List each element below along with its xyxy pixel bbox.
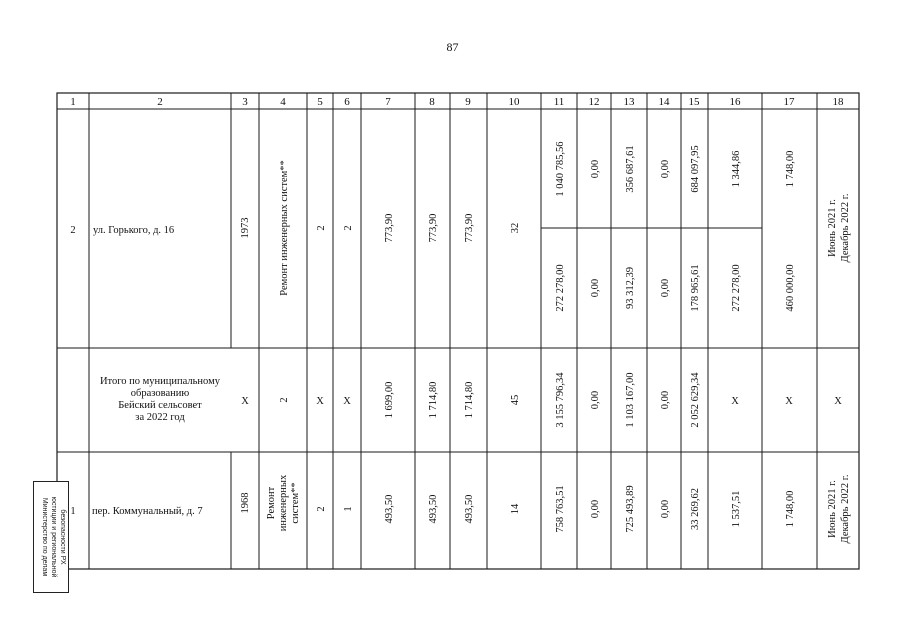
table-row-gorkogo (70, 141, 851, 311)
header-cell: 10 (508, 96, 520, 108)
col18-line2-cell: Декабрь 2022 г. (840, 193, 851, 263)
total-col15: 2 052 629,34 (690, 372, 701, 428)
address-cell: пер. Коммунальный, д. 7 (92, 506, 203, 517)
row-number: 2 (70, 225, 76, 236)
total-col10: 45 (510, 394, 521, 406)
col14-bottom-cell: 0,00 (660, 278, 671, 298)
page-number: 87 (446, 40, 459, 54)
col11-cell: 758 763,51 (555, 485, 566, 533)
stamp-line2: юстиции и региональной (50, 496, 57, 578)
col15-bottom-cell: 178 965,61 (690, 264, 701, 312)
col5-cell: 2 (316, 506, 327, 512)
header-cell: 3 (242, 96, 248, 108)
col13-bottom-cell: 93 312,39 (625, 267, 636, 309)
col18-line1-cell: Июнь 2021 г. (827, 199, 838, 257)
header-cell: 12 (588, 96, 600, 108)
col17-bottom-cell: 460 000,00 (785, 264, 796, 312)
stamp-line3: безопасности РХ (59, 509, 66, 565)
col12-bottom-cell: 0,00 (590, 278, 601, 298)
header-cell: 18 (832, 96, 844, 108)
header-cell: 1 (70, 96, 76, 108)
total-col12: 0,00 (590, 390, 601, 410)
table-row-total (100, 372, 842, 428)
total-col17: X (785, 396, 793, 407)
total-col7: 1 699,00 (384, 381, 395, 419)
row-number: 1 (70, 506, 76, 517)
col5-cell: 2 (316, 225, 327, 231)
header-cell: 9 (465, 96, 471, 108)
col8-cell: 773,90 (428, 213, 439, 243)
total-col11: 3 155 796,34 (555, 372, 566, 428)
address-cell: ул. Горького, д. 16 (93, 225, 175, 236)
col14-cell: 0,00 (660, 499, 671, 519)
col13-cell: 725 493,89 (625, 485, 636, 533)
header-cell: 11 (553, 96, 565, 108)
header-cell: 6 (344, 96, 350, 108)
col18-line2-cell: Декабрь 2022 г. (840, 474, 851, 544)
total-col14: 0,00 (660, 390, 671, 410)
col7-cell: 773,90 (384, 213, 395, 243)
col6-cell: 1 (343, 506, 354, 512)
registration-stamp (33, 481, 69, 593)
total-label-line4: за 2022 год (135, 412, 185, 423)
col10-cell: 32 (510, 222, 521, 234)
col10-cell: 14 (510, 503, 521, 515)
total-col16: X (731, 396, 739, 407)
work-type-cell: Ремонт инженерных систем** (279, 160, 290, 296)
col11-bottom-cell: 272 278,00 (555, 264, 566, 312)
work-line2-cell: инженерных (278, 474, 289, 532)
header-cell: 15 (688, 96, 700, 108)
table-row-kommunalny (70, 474, 851, 543)
total-col4: 2 (279, 397, 290, 403)
total-col18: X (834, 396, 842, 407)
year-cell: 1968 (240, 492, 251, 514)
total-col6: X (343, 396, 351, 407)
col6-cell: 2 (343, 225, 354, 231)
col16-bottom-cell: 272 278,00 (731, 264, 742, 312)
col12-top-cell: 0,00 (590, 159, 601, 179)
year-cell: 1973 (240, 217, 251, 239)
col15-top-cell: 684 097,95 (690, 145, 701, 193)
work-line3-cell: систем** (290, 482, 301, 524)
stamp-line1: Министерство по делам (41, 497, 48, 577)
col17-cell: 1 748,00 (785, 490, 796, 528)
header-cell: 14 (658, 96, 670, 108)
col15-cell: 33 269,62 (690, 488, 701, 530)
header-cell: 7 (385, 96, 391, 108)
total-col3: X (241, 396, 249, 407)
header-cell: 2 (157, 96, 163, 108)
col12-cell: 0,00 (590, 499, 601, 519)
col7-cell: 493,50 (384, 494, 395, 524)
header-cell: 8 (429, 96, 435, 108)
total-col8: 1 714,80 (428, 381, 439, 419)
col8-cell: 493,50 (428, 494, 439, 524)
col14-top-cell: 0,00 (660, 159, 671, 179)
col16-top-cell: 1 344,86 (731, 150, 742, 188)
header-cell: 4 (280, 96, 286, 108)
col9-cell: 773,90 (464, 213, 475, 243)
header-cell: 13 (623, 96, 635, 108)
col13-top-cell: 356 687,61 (625, 145, 636, 193)
header-cell: 17 (783, 96, 795, 108)
total-label-line3: Бейский сельсовет (118, 400, 202, 411)
total-label-line2: образованию (130, 388, 190, 399)
col18-line1-cell: Июнь 2021 г. (827, 480, 838, 538)
total-label-line1: Итого по муниципальному (99, 376, 221, 387)
header-cell: 5 (317, 96, 323, 108)
col11-top-cell: 1 040 785,56 (555, 141, 566, 197)
total-col5: X (316, 396, 324, 407)
col16-cell: 1 537,51 (731, 490, 742, 528)
work-line1-cell: Ремонт (266, 486, 277, 520)
header-cell: 16 (729, 96, 741, 108)
col17-top-cell: 1 748,00 (785, 150, 796, 188)
total-col9: 1 714,80 (464, 381, 475, 419)
header-row (70, 96, 844, 108)
total-col13: 1 103 167,00 (625, 372, 636, 428)
data-table (57, 93, 859, 569)
col9-cell: 493,50 (464, 494, 475, 524)
